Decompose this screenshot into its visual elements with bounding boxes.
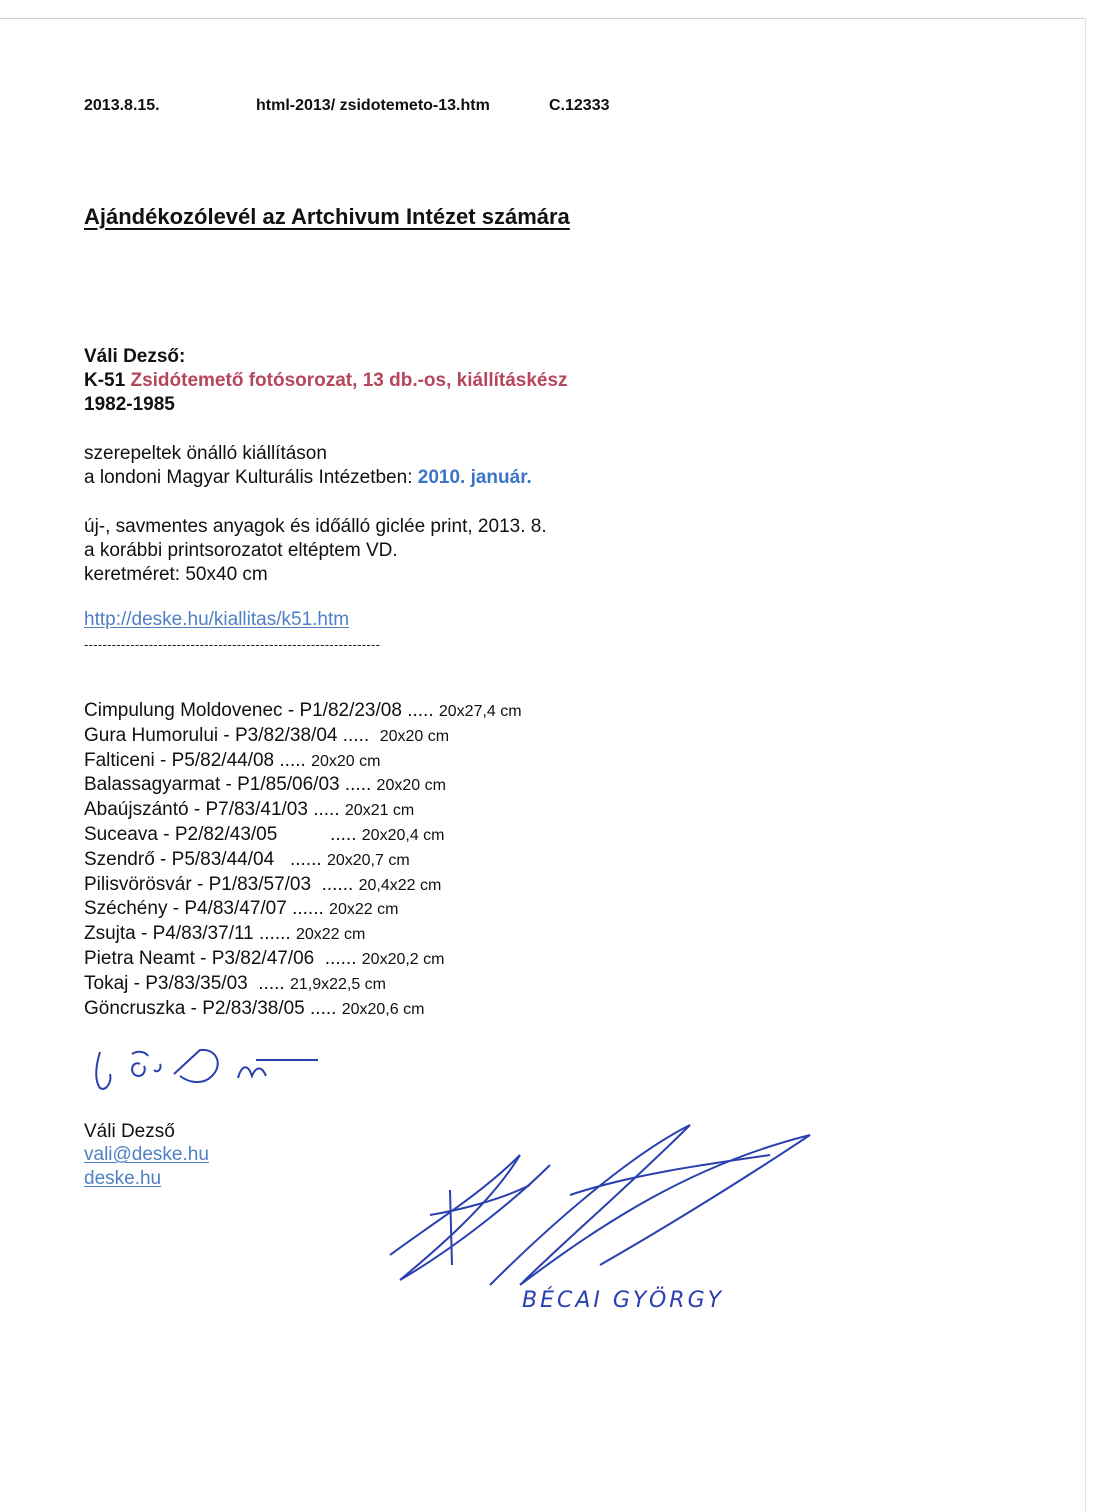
work-leader-dots: ..... [274, 749, 312, 771]
work-item [84, 823, 522, 848]
work-title: Falticeni - P5/82/44/08 [84, 749, 275, 771]
work-item [84, 897, 522, 922]
work-size: 21,9x22,5 cm [289, 975, 387, 993]
series-code: K-51 [84, 370, 126, 391]
work-title: Tokaj - P3/83/35/03 [84, 972, 248, 994]
work-item [84, 749, 522, 774]
second-signatory-name: BÉCAI GYÖRGY [522, 1288, 725, 1313]
work-title: Göncruszka - P2/83/38/05 [84, 997, 305, 1019]
work-leader-dots: ..... [307, 799, 345, 821]
header-path: html-2013/ zsidotemeto-13.htm [256, 97, 490, 114]
exhibition-line-2 [84, 466, 532, 490]
scan-edge-right [1085, 18, 1086, 1512]
artist-name-label: Váli Dezső: [84, 346, 186, 367]
work-title: Zsujta - P4/83/37/11 [84, 923, 254, 945]
work-size: 20x22 cm [329, 901, 399, 919]
work-item [84, 798, 522, 823]
work-size: 20x27,4 cm [438, 703, 522, 720]
work-leader-dots: ...... [253, 923, 296, 945]
series-line [84, 369, 568, 393]
work-size: 20x20 cm [376, 777, 446, 795]
exhibition-date: 2010. január. [417, 467, 532, 488]
work-size: 20x20 cm [311, 752, 381, 770]
work-item [84, 873, 522, 898]
work-title: Cimpulung Moldovenec - P1/82/23/08 [84, 700, 402, 721]
exhibition-venue: a londoni Magyar Kulturális Intézetben: [84, 467, 418, 488]
work-size: 20,4x22 cm [358, 876, 442, 894]
materials-line-3: keretméret: 50x40 cm [84, 564, 268, 585]
work-title: Balassagyarmat - P1/85/06/03 [84, 774, 340, 796]
series-url-link[interactable]: http://deske.hu/kiallitas/k51.htm [84, 609, 350, 630]
works-list [84, 699, 522, 1021]
work-item [84, 972, 522, 997]
work-title: Széchény - P4/83/47/07 [84, 898, 287, 920]
work-leader-dots: ...... [314, 947, 362, 969]
work-title: Szendrő - P5/83/44/04 [84, 848, 275, 870]
work-item [84, 997, 522, 1022]
work-title: Suceava - P2/82/43/05 [84, 823, 278, 845]
work-title: Abaújszántó - P7/83/41/03 [84, 799, 308, 821]
work-title: Pilisvörösvár - P1/83/57/03 [84, 873, 312, 895]
work-size: 20x20 cm [379, 727, 450, 745]
work-item [84, 848, 522, 873]
work-size: 20x20,6 cm [341, 1000, 425, 1018]
signoff-name: Váli Dezső [84, 1121, 175, 1142]
work-item [84, 922, 522, 947]
series-years: 1982-1985 [84, 394, 175, 415]
work-title: Pietra Neamt - P3/82/47/06 [84, 947, 315, 969]
work-leader-dots: ..... [339, 774, 377, 796]
signoff-site-link[interactable]: deske.hu [84, 1168, 162, 1189]
scan-edge-top [0, 18, 1085, 19]
signature-second [370, 1115, 830, 1295]
work-leader-dots: ..... [337, 724, 380, 746]
work-leader-dots: ...... [274, 848, 327, 870]
work-size: 20x20,4 cm [361, 826, 445, 844]
signature-vali-dezso [88, 1030, 348, 1100]
work-item [84, 947, 522, 972]
work-leader-dots: ..... [304, 997, 342, 1019]
divider-line: ---------------------------------------------------------------- [84, 637, 381, 652]
work-leader-dots: ..... [277, 823, 362, 845]
work-size: 20x20,2 cm [361, 950, 445, 968]
work-size: 20x20,7 cm [326, 851, 410, 869]
work-size: 20x21 cm [344, 802, 415, 820]
materials-line-1: új-, savmentes anyagok és időálló giclée print, 2013. 8. [84, 516, 547, 537]
header-code: C.12333 [549, 97, 610, 114]
work-item [84, 699, 522, 724]
work-leader-dots: ...... [311, 873, 359, 895]
work-item [84, 773, 522, 798]
work-leader-dots: ..... [401, 700, 439, 721]
series-title: Zsidótemető fotósorozat, 13 db.-os, kiállításkész [130, 370, 568, 391]
exhibition-line-1: szerepeltek önálló kiállításon [84, 443, 327, 464]
header-date: 2013.8.15. [84, 97, 160, 114]
work-title: Gura Humorului - P3/82/38/04 [84, 724, 338, 746]
signoff-email-link[interactable]: vali@deske.hu [84, 1144, 209, 1165]
page-title: Ajándékozólevél az Artchivum Intézet számára [84, 204, 570, 229]
work-item [84, 724, 522, 749]
materials-line-2: a korábbi printsorozatot eltéptem VD. [84, 540, 398, 561]
work-leader-dots: ...... [286, 898, 330, 920]
work-size: 20x22 cm [295, 926, 366, 944]
work-leader-dots: ..... [247, 972, 290, 994]
